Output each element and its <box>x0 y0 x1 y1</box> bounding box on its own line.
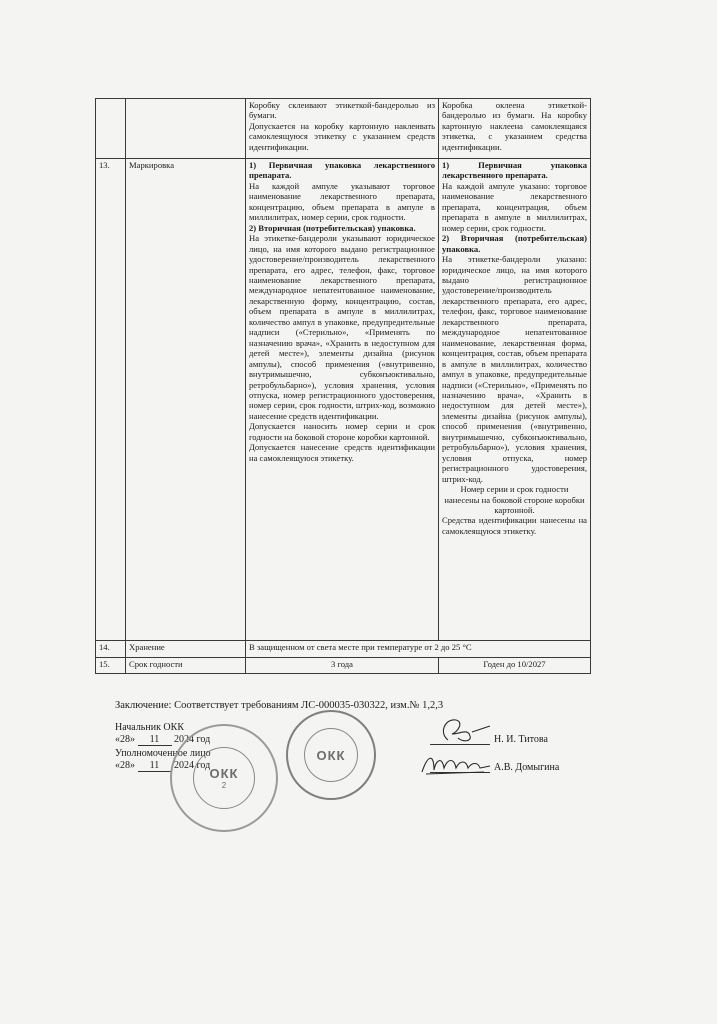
actual-text: На каждой ампуле указано: торговое наименование лекарственного препарата, концентрация, объем препарата в ампуле в миллилитрах, номер серии, срок годности. <box>442 180 587 233</box>
cell-actual-marking <box>439 159 591 641</box>
authorized-name: А.В. Домыгина <box>494 762 560 773</box>
cell-required-continuation <box>246 99 439 159</box>
actual-text: Номер серии и срок годности нанесены на боковой стороне коробки картонной. <box>444 484 585 515</box>
cell-name: Хранение <box>126 641 246 658</box>
stamp-text: ОКК <box>209 766 239 781</box>
date-year: 2024 год <box>174 734 211 745</box>
date-month: 11 <box>138 734 172 746</box>
table-row-storage <box>96 641 591 658</box>
cell-actual-shelf-life: Годен до 10/2027 <box>439 658 591 674</box>
cell-number: 14. <box>96 641 126 658</box>
cell-required-marking <box>246 159 439 641</box>
actual-text: Средства идентификации нанесены на самоклеящуюся этикетку. <box>442 515 587 536</box>
cell-actual-continuation <box>439 99 591 159</box>
cell-storage-value: В защищенном от света месте при температуре от 2 до 25 °С <box>246 641 591 658</box>
cell-name-empty <box>126 99 246 159</box>
cell-number-empty <box>96 99 126 159</box>
actual-heading: 1) Первичная упаковка лекарственного препарата. <box>442 160 587 181</box>
head-title: Начальник ОКК <box>115 722 184 733</box>
handwritten-signature-head <box>428 712 498 746</box>
required-text: Допускается наносить номер серии и срок годности на боковой стороне коробки картонной. <box>249 421 435 442</box>
actual-text: На этикетке-бандероли указано: юридическое лицо, на имя которого выдано регистрационное удостоверение/производитель лекарственного препарата, его адрес, телефон, факс, торговое наименование лекарственного препарата, международное непатентованное наименование, лекарственная форма, концентрация, состав, объем препарата в ампуле в миллилитрах, количество ампул в упаковке, предупредительные надписи («Стерильно», «Применять по назначению врача», «Хранить в недоступном для детей месте»), элементы дизайна (рисунок ампулы), способ применения («внутривенно, внутримышечно, субконъюктивально, ретробульбарно»), условия хранения, условия отпуска, номер регистрационного удостоверения, штрих-код. <box>442 254 587 484</box>
okk-stamp-center <box>286 710 376 800</box>
head-name: Н. И. Титова <box>494 734 548 745</box>
cell-number: 13. <box>96 159 126 641</box>
stamp-number: 2 <box>221 781 227 790</box>
table-row-marking <box>96 159 591 641</box>
required-heading: 2) Вторичная (потребительская) упаковка. <box>249 222 416 233</box>
cell-name: Срок годности <box>126 658 246 674</box>
required-text: На этикетке-бандероли указывают юридическое лицо, на имя которого выдано регистрационное удостоверение/производитель лекарственного препарата, его адрес, телефон, факс, торговое наименование лекарственного препарата, международное непатентованное наименование, лекарственную форму, концентрацию, состав, объем препарата в ампуле в миллилитрах, количество ампул в упаковке, предупредительные надписи («Стерильно», «Применять по назначению врача», «Хранить в недоступном для детей месте»), элементы дизайна (рисунок ампулы), способ применения («внутривенно, внутримышечно, субконъюктивально, ретробульбарно»), условия хранения, условия отпуска, номер регистрационного удостоверения, номер серии, срок годности, штрих-код, возможно нанесение средств идентификации. <box>249 233 435 421</box>
conclusion-text: Заключение: Соответствует требованиям ЛС-000035-030322, изм.№ 1,2,3 <box>115 700 444 711</box>
authorized-title: Уполномоченное лицо <box>115 748 211 759</box>
cell-number: 15. <box>96 658 126 674</box>
required-text: Допускается на коробку картонную наклеивать самоклеящуюся этикетку с указанием средств идентификации. <box>249 120 435 152</box>
table-row-continuation <box>96 99 591 159</box>
date-year: 2024 год <box>174 760 211 771</box>
required-heading: 1) Первичная упаковка лекарственного препарата. <box>249 160 435 181</box>
cell-required-shelf-life: 3 года <box>246 658 439 674</box>
date-month: 11 <box>138 760 172 772</box>
specification-table <box>95 98 591 674</box>
required-text: Допускается нанесение средств идентификации на самоклеящуюся этикетку. <box>249 442 435 463</box>
actual-heading: 2) Вторичная (потребительская) упаковка. <box>442 233 587 254</box>
actual-text: Коробка оклеена этикеткой-бандеролью из бумаги. На коробку картонную наклеена самоклеящаяся этикетка, с указанием средства идентификации. <box>442 100 587 152</box>
handwritten-signature-authorized <box>418 748 494 778</box>
table-row-shelf-life <box>96 658 591 674</box>
required-text: На каждой ампуле указывают торговое наименование лекарственного препарата, концентрацию, объем препарата в ампуле в миллилитрах, номер серии, срок годности. <box>249 180 435 223</box>
cell-name: Маркировка <box>126 159 246 641</box>
okk-stamp-left <box>170 724 278 832</box>
stamp-text: ОКК <box>316 747 346 763</box>
date-day: «28» <box>115 734 135 745</box>
date-day: «28» <box>115 760 135 771</box>
required-text: Коробку склеивают этикеткой-бандеролью из бумаги. <box>249 100 435 121</box>
